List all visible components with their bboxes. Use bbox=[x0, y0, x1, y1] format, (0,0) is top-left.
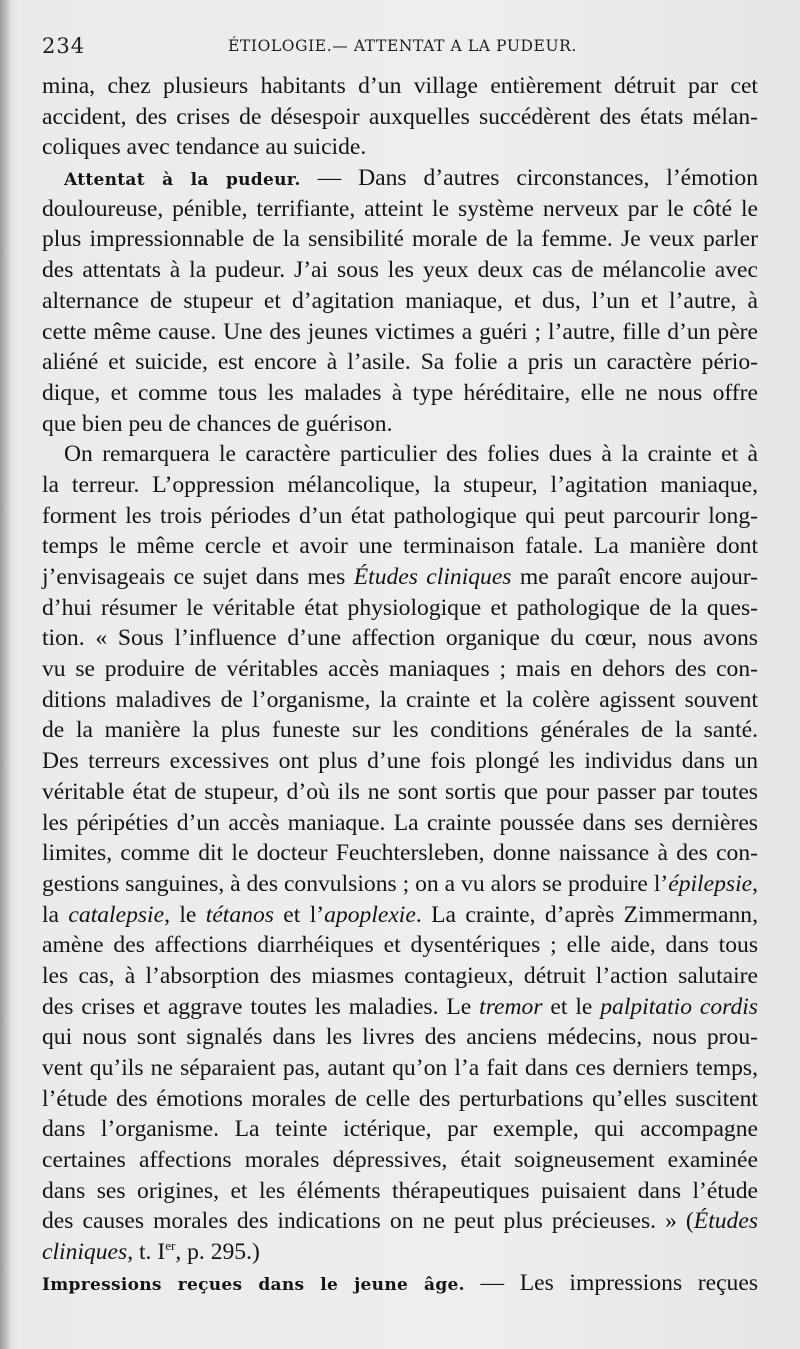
text-fragment: , bbox=[752, 870, 758, 897]
text-line: vu se produire de véritables accès maniaques ; mais en dehors des con- bbox=[42, 656, 758, 683]
text-line-with-italic bbox=[42, 992, 758, 1023]
text-line: l’étude des émotions morales de celle des perturbations qu’elles suscitent bbox=[42, 1085, 758, 1112]
text-line: mina, chez plusieurs habitants d’un village entièrement détruit par cet bbox=[42, 73, 758, 99]
italic-term: palpitatio cordis bbox=[600, 993, 758, 1020]
text-line: limites, comme dit le docteur Feuchtersleben, donne naissance à des con- bbox=[42, 840, 758, 867]
text-fragment: , t. I bbox=[127, 1239, 166, 1266]
text-line: les péripéties d’un accès maniaque. La crainte poussée dans ses dernières bbox=[42, 809, 758, 836]
text-fragment: et l’ bbox=[273, 901, 325, 928]
italic-term: catalepsie bbox=[68, 901, 165, 928]
text-fragment: , p. 295.) bbox=[175, 1239, 260, 1266]
text-line: Des terreurs excessives ont plus d’une fois plongé les individus dans un bbox=[42, 748, 758, 775]
citation-line bbox=[42, 1237, 758, 1268]
text-line: alternance de stupeur et d’agitation maniaque, et dus, l’un et l’autre, à bbox=[42, 287, 758, 314]
text-fragment: gestions sanguines, à des convulsions ; on a vu alors se produire l’ bbox=[42, 870, 669, 897]
section-impressions-line bbox=[42, 1268, 758, 1299]
text-line-with-italic bbox=[42, 869, 758, 900]
text-line: accident, des crises de désespoir auxquelles succédèrent des états mélan- bbox=[42, 103, 758, 130]
text-line: ditions maladives de l’organisme, la crainte et la colère agissent souvent bbox=[42, 686, 758, 713]
text-line: véritable état de stupeur, d’où ils ne sont sortis que pour passer par toutes bbox=[42, 778, 758, 805]
text-fragment: — Les impressions reçues bbox=[464, 1269, 759, 1296]
italic-term: apoplexie bbox=[324, 901, 416, 928]
text-line: aliéné et suicide, est encore à l’asile. Sa folie a pris un caractère pério- bbox=[42, 349, 758, 376]
text-line: de la manière la plus funeste sur les conditions générales de la santé. bbox=[42, 717, 758, 744]
section-heading-impressions: Impressions reçues dans le jeune âge. bbox=[42, 1274, 465, 1295]
page-number: 234 bbox=[42, 34, 86, 58]
text-line: On remarquera le caractère particulier des folies dues à la crainte et à bbox=[64, 441, 758, 468]
text-line: d’hui résumer le véritable état physiologique et pathologique de la ques- bbox=[42, 594, 758, 621]
superscript: er bbox=[165, 1238, 176, 1254]
text-line: que bien peu de chances de guérison. bbox=[42, 410, 393, 437]
text-line: dans l’organisme. La teinte ictérique, par exemple, qui accompagne bbox=[42, 1116, 758, 1143]
section-attentat-line bbox=[42, 163, 758, 194]
text-fragment: , le bbox=[164, 901, 206, 928]
text-line: les cas, à l’absorption des miasmes contagieux, détruit l’action salutaire bbox=[42, 962, 758, 989]
text-fragment: des causes morales des indications on ne peut plus précieuses. » ( bbox=[42, 1208, 694, 1235]
text-line: forment les trois périodes d’un état pathologique qui peut parcourir long- bbox=[42, 502, 758, 529]
page-gutter-shadow bbox=[0, 0, 10, 1349]
text-line-with-italic bbox=[42, 900, 758, 931]
italic-title: Études bbox=[693, 1208, 758, 1235]
text-line: dique, et comme tous les malades à type héréditaire, elle ne nous offre bbox=[42, 379, 758, 406]
text-line-with-italic bbox=[42, 1206, 758, 1237]
text-fragment: j’envisageais ce sujet dans mes bbox=[42, 564, 354, 590]
running-head bbox=[42, 34, 758, 60]
running-title: ÉTIOLOGIE.— ATTENTAT A LA PUDEUR. bbox=[228, 37, 577, 55]
text-line: temps le même cercle et avoir une terminaison fatale. La manière dont bbox=[42, 533, 758, 560]
text-line: dans ses origines, et les éléments thérapeutiques puisaient dans l’étude bbox=[42, 1177, 758, 1204]
text-fragment: me paraît encore aujour- bbox=[511, 564, 759, 590]
text-line: qui nous sont signalés dans les livres des anciens médecins, nous prou- bbox=[42, 1024, 758, 1051]
text-fragment: la bbox=[42, 901, 69, 928]
italic-term: tétanos bbox=[205, 901, 274, 928]
body-text bbox=[42, 71, 758, 1299]
section-heading-attentat: Attentat à la pudeur. bbox=[64, 170, 301, 191]
text-line: des attentats à la pudeur. J’ai sous les yeux deux cas de mélancolie avec bbox=[42, 257, 758, 284]
text-line: douloureuse, pénible, terrifiante, atteint le système nerveux par le côté le bbox=[42, 195, 758, 222]
text-line: certaines affections morales dépressives, était soigneusement examinée bbox=[42, 1147, 758, 1174]
text-line: plus impressionnable de la sensibilité morale de la femme. Je veux parler bbox=[42, 226, 758, 253]
italic-title: Études cliniques bbox=[353, 564, 512, 590]
text-line: vent qu’ils ne séparaient pas, autant qu’on l’a fait dans ces derniers temps, bbox=[42, 1055, 758, 1081]
text-fragment: — Dans d’autres circonstances, l’émotion bbox=[300, 165, 758, 192]
text-line: coliques avec tendance au suicide. bbox=[42, 134, 367, 161]
italic-term: tremor bbox=[479, 993, 543, 1020]
text-fragment: . La crainte, d’après Zimmermann, bbox=[415, 901, 758, 928]
text-line: tion. « Sous l’influence d’une affection organique du cœur, nous avons bbox=[42, 625, 758, 652]
text-line: amène des affections diarrhéiques et dysentériques ; elle aide, dans tous bbox=[42, 932, 758, 959]
text-line-with-italic bbox=[42, 562, 758, 593]
italic-title: cliniques bbox=[42, 1239, 128, 1266]
text-line: cette même cause. Une des jeunes victimes a guéri ; l’autre, fille d’un père bbox=[42, 318, 758, 345]
text-fragment: des crises et aggrave toutes les maladies. Le bbox=[42, 993, 480, 1020]
text-line: la terreur. L’oppression mélancolique, la stupeur, l’agitation maniaque, bbox=[42, 471, 758, 498]
text-fragment: et le bbox=[542, 993, 601, 1020]
italic-term: épilepsie bbox=[668, 870, 753, 897]
